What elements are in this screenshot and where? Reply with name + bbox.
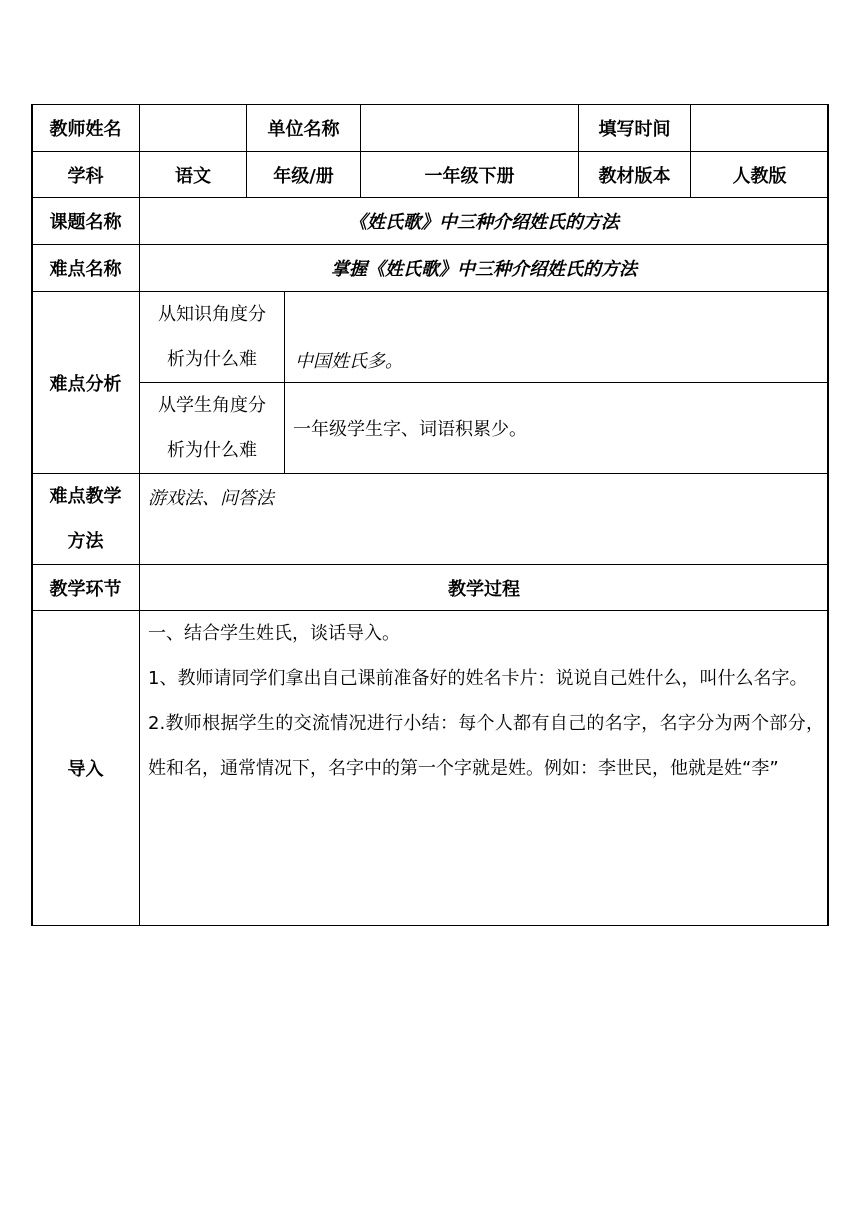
student-angle-value: 一年级学生字、词语积累少。: [293, 419, 527, 440]
knowledge-angle-value: 中国姓氏多。: [295, 350, 403, 372]
unit-name-label: 单位名称: [267, 119, 340, 140]
student-angle-label-line-2: 析为什么难: [167, 440, 257, 461]
difficulty-label: 难点名称: [49, 259, 122, 280]
teacher-name-value[interactable]: [140, 105, 246, 151]
intro-stage-label: 导入: [67, 759, 104, 780]
intro-line: 1、教师请同学们拿出自己课前准备好的姓名卡片：说说自己姓什么，叫什么名字。: [148, 668, 808, 689]
teacher-name-label: 教师姓名: [49, 119, 122, 140]
grade-value: 一年级下册: [424, 165, 515, 187]
topic-value: 《姓氏歌》中三种介绍姓氏的方法: [349, 212, 619, 233]
teaching-method-label: [32, 474, 139, 564]
knowledge-angle-label-line-2: 析为什么难: [167, 349, 257, 370]
student-angle-label: [140, 383, 284, 473]
knowledge-angle-label-line-1: 从知识角度分: [158, 304, 266, 325]
intro-process-text: [148, 611, 824, 791]
intro-line: 一、结合学生姓氏，谈话导入。: [148, 623, 400, 644]
subject-value: 语文: [175, 165, 211, 187]
edition-label: 教材版本: [598, 165, 671, 187]
grade-label: 年级/册: [273, 165, 334, 187]
knowledge-angle-label: [140, 292, 284, 382]
teaching-process-header: 教学过程: [448, 578, 520, 600]
topic-label: 课题名称: [49, 212, 122, 233]
student-angle-label-line-1: 从学生角度分: [158, 395, 266, 416]
difficulty-value: 掌握《姓氏歌》中三种介绍姓氏的方法: [331, 259, 637, 280]
fill-date-value[interactable]: [691, 105, 828, 151]
fill-date-label: 填写时间: [598, 119, 671, 140]
subject-label: 学科: [67, 165, 104, 187]
intro-line: 2.教师根据学生的交流情况进行小结：每个人都有自己的名字，名字分为两个部分，姓和名，通常情况下，名字中的第一个字就是姓。例如：李世民，他就是姓“李”: [148, 713, 824, 779]
teaching-method-label-line-1: 难点教学: [49, 486, 122, 507]
analysis-label: 难点分析: [49, 373, 122, 395]
teaching-method-value: 游戏法、问答法: [148, 487, 274, 509]
teaching-method-label-line-2: 方法: [67, 531, 104, 552]
unit-name-value[interactable]: [361, 105, 578, 151]
teaching-stage-header: 教学环节: [49, 578, 122, 600]
edition-value: 人教版: [732, 165, 787, 187]
